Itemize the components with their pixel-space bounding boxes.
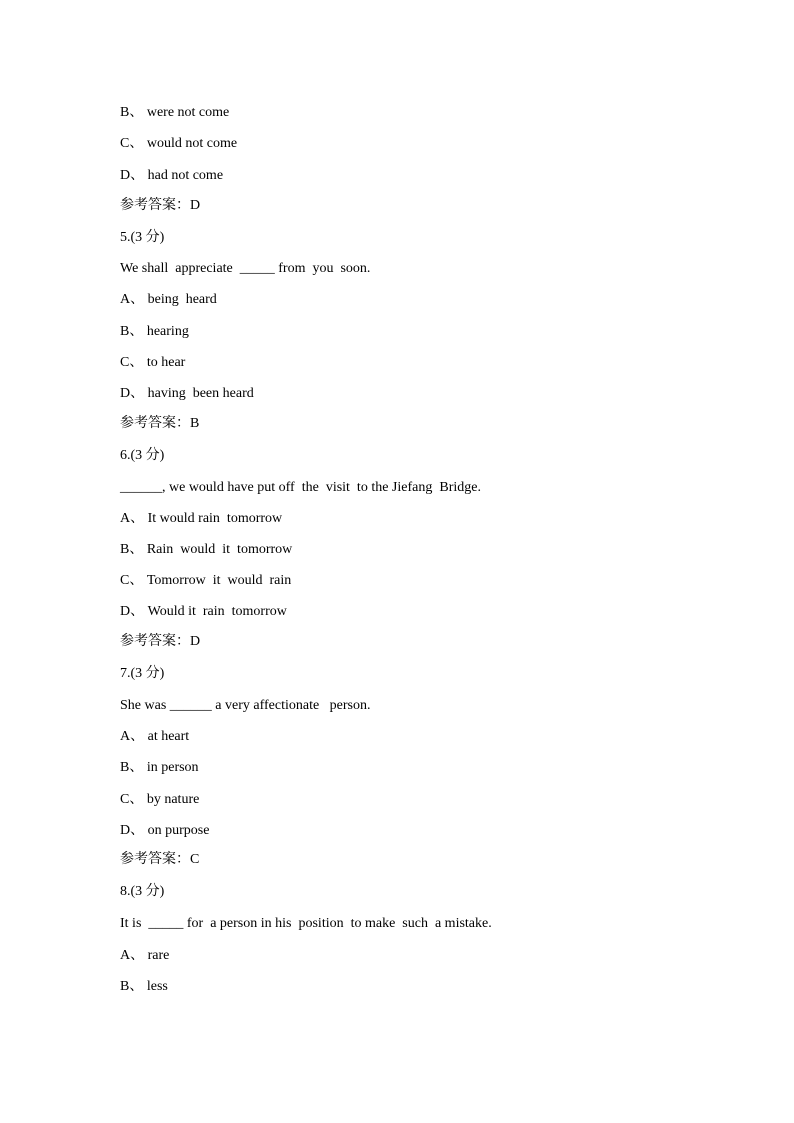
option-d: D、 having been heard	[120, 386, 254, 401]
option-c: C、 to hear	[120, 355, 186, 370]
option-c: C、 would not come	[120, 136, 238, 151]
option-a: A、 at heart	[120, 729, 190, 744]
option-b: B、 in person	[120, 760, 199, 775]
option-b: B、 less	[120, 979, 168, 994]
option-b: B、 Rain would it tomorrow	[120, 542, 293, 557]
question-text: We shall appreciate _____ from you soon.	[120, 261, 371, 276]
question-text: ______, we would have put off the visit to the Jiefang Bridge.	[120, 480, 481, 495]
option-d: D、 had not come	[120, 168, 224, 183]
reference-answer: 参考答案：D	[120, 198, 201, 213]
option-c: C、 by nature	[120, 792, 200, 807]
question-text: It is _____ for a person in his position to make such a mistake.	[120, 916, 492, 931]
question-number: 6.(3 分)	[120, 448, 165, 463]
option-b: B、 were not come	[120, 105, 230, 120]
reference-answer: 参考答案：D	[120, 634, 201, 649]
question-number: 8.(3 分)	[120, 884, 165, 899]
question-number: 7.(3 分)	[120, 666, 165, 681]
option-a: A、 being heard	[120, 292, 217, 307]
option-a: A、 It would rain tomorrow	[120, 511, 283, 526]
option-d: D、 Would it rain tomorrow	[120, 604, 287, 619]
option-a: A、 rare	[120, 948, 170, 963]
reference-answer: 参考答案：C	[120, 852, 200, 867]
reference-answer: 参考答案：B	[120, 416, 200, 431]
option-d: D、 on purpose	[120, 823, 210, 838]
option-c: C、 Tomorrow it would rain	[120, 573, 292, 588]
question-text: She was ______ a very affectionate person.	[120, 698, 371, 713]
option-b: B、 hearing	[120, 324, 189, 339]
question-number: 5.(3 分)	[120, 230, 165, 245]
